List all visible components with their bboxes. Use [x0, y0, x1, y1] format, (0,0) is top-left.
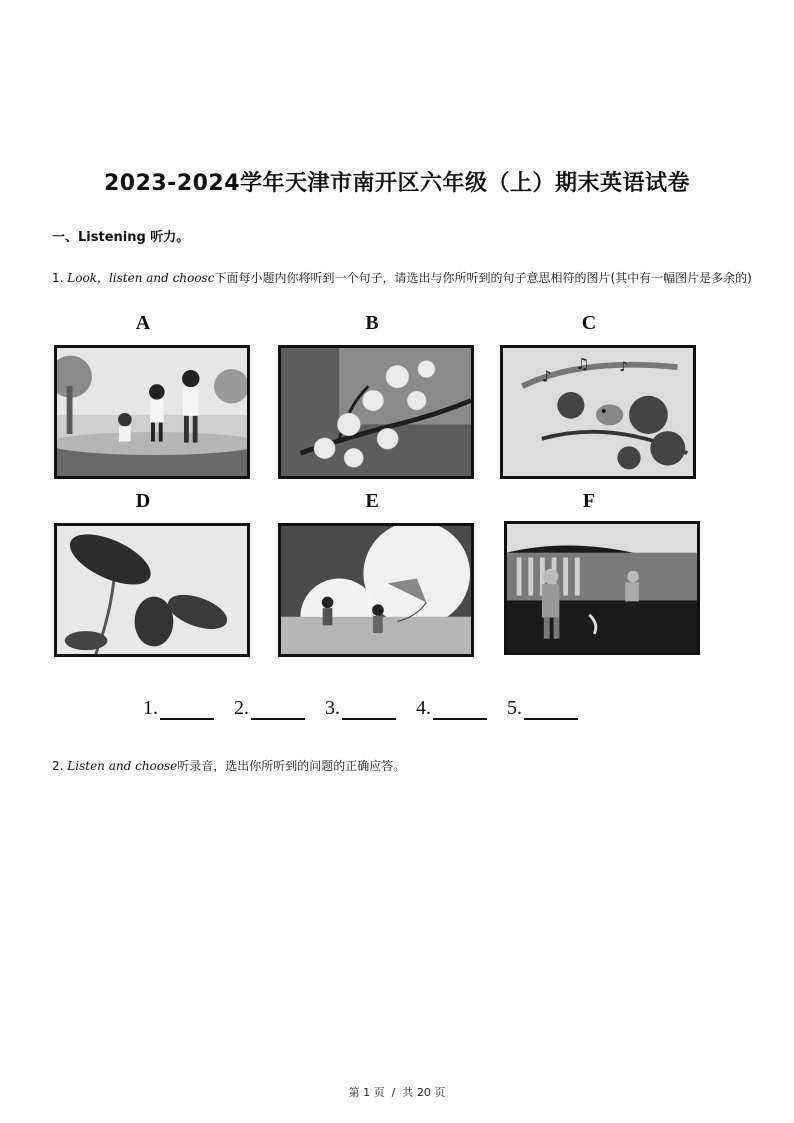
picture-label-f: F: [582, 490, 596, 512]
answer-blank-4[interactable]: 4.: [416, 696, 487, 720]
answer-blank-5[interactable]: 5.: [507, 696, 578, 720]
page-footer: 第 1 页 / 共 20 页: [348, 1086, 446, 1099]
picture-label-e: E: [365, 490, 379, 512]
question-instruction-en: Look，listen and choosc: [67, 271, 215, 285]
answer-blanks: [143, 696, 578, 720]
question-number: 2.: [52, 759, 64, 773]
picture-label-a: A: [135, 312, 151, 334]
singing-bird-image: [500, 345, 696, 479]
answer-blank-3[interactable]: 3.: [325, 696, 396, 720]
children-flying-kite-image: [278, 523, 474, 657]
answer-blank-2[interactable]: 2.: [234, 696, 305, 720]
farmer-harvesting-image: [504, 521, 700, 655]
question-number: 1.: [52, 271, 64, 285]
svg-text:♪: ♪: [541, 367, 552, 386]
question-2: [52, 756, 752, 777]
picture-label-c: C: [581, 312, 597, 334]
section-heading: 一、Listening 听力。: [52, 230, 190, 245]
picture-label-b: B: [365, 312, 379, 334]
question-instruction-zh: 听录音，选出你所听到的问题的正确应答。: [177, 759, 406, 773]
picture-label-d: D: [135, 490, 151, 512]
question-1: [52, 268, 752, 289]
question-instruction-en: Listen and choose: [67, 759, 178, 773]
svg-text:♪: ♪: [619, 359, 628, 375]
children-walking-in-park-image: [54, 345, 250, 479]
answer-blank-1[interactable]: 1.: [143, 696, 214, 720]
question-instruction-zh: 下面每小题内你将听到一个句子，请选出与你所听到的句子意思相符的图片(其中有一幅图片是多余的): [214, 271, 752, 285]
page-title: 2023-2024学年天津市南开区六年级（上）期末英语试卷: [103, 171, 691, 196]
leaves-image: [54, 523, 250, 657]
svg-text:♫: ♫: [575, 355, 590, 373]
blossom-branch-image: [278, 345, 474, 479]
